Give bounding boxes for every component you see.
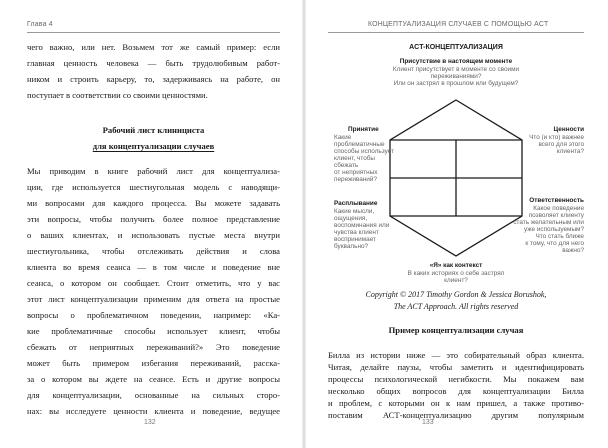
body-line: процессы психологической негибкости. Мы покажем вам <box>328 374 584 384</box>
left-page <box>0 0 302 448</box>
diagram-question: переживаний? <box>334 176 377 183</box>
diagram-question: стать желательным или <box>513 219 584 226</box>
section-heading: для концептуализации случаев <box>92 141 215 151</box>
running-head-left: Глава 4 <box>27 21 53 28</box>
diagram-question: Что стать ближе <box>535 233 584 240</box>
running-head-right: КОНЦЕПТУАЛИЗАЦИЯ СЛУЧАЕВ С ПОМОЩЬЮ ACT <box>368 21 549 28</box>
diagram-question: позволяет клиенту <box>528 212 584 219</box>
copyright-line: The ACT Approach. All rights reserved <box>393 302 519 311</box>
body-line: Билла из истории ниже — это собирательный образ клиента. <box>328 350 584 360</box>
diagram-question: чувства клиент <box>334 229 379 236</box>
diagram-question: переживаниями? <box>430 73 482 80</box>
diagram-question: Что (и кто) важнее <box>529 134 584 141</box>
body-line: Мы приводим в книге рабочий лист для концептуализа- <box>27 166 280 176</box>
diagram-question: клиент, чтобы <box>334 155 376 162</box>
body-line: может быть примером избегания переживаний, расска- <box>27 358 280 368</box>
diagram-question: всего для этого <box>538 141 584 148</box>
diagram-question: способы использует <box>334 148 395 155</box>
body-line: шестиугольника, чтобы отслеживать действия и слова <box>27 246 280 256</box>
diagram-question: важно? <box>562 247 584 254</box>
diagram-question: Клиент присутствует в моменте со своими <box>392 66 520 73</box>
diagram-label-values: Ценности <box>553 126 584 133</box>
diagram-question: буквально? <box>334 243 369 250</box>
body-line: сбежать от неприятных переживаний?» Это поведение <box>27 342 280 352</box>
body-line: кие проблематичные способы использует клиент, чтобы <box>27 326 280 336</box>
header-rule-right <box>328 32 584 33</box>
diagram-question: к тому, что для него <box>525 240 584 247</box>
right-page <box>306 0 608 448</box>
diagram-question: Какие <box>334 134 352 141</box>
diagram-title: ACT-КОНЦЕПТУАЛИЗАЦИЯ <box>409 44 503 51</box>
header-rule-left <box>27 32 280 33</box>
diagram-question: клиента? <box>556 148 584 155</box>
body-line: нах: вы исследуете ценности клиента и поведение, ведущее <box>27 406 280 416</box>
diagram-question: Или он застрял в прошлом или будущем? <box>393 80 519 87</box>
body-line: ции, где используется шестиугольная модель с наводящи- <box>27 182 280 192</box>
diagram-label-commitment: Ответственность <box>529 197 584 204</box>
body-line: ником и строить карьеру, то, задерживаясь на работе, он <box>27 74 280 84</box>
diagram-question: воспринимает <box>334 236 376 243</box>
body-line: несколько общих вопросов для концептуализации Билла <box>328 386 584 396</box>
diagram-question: сбежать <box>334 162 359 169</box>
diagram-label-self-as-context: «Я» как контекст <box>429 262 483 269</box>
body-line: о ваших клиентах, и использовать пустые места внутри <box>27 230 280 240</box>
diagram-question: воспоминания или <box>334 222 390 229</box>
diagram-question: ощущения, <box>334 215 368 222</box>
body-line: Читая, делайте паузы, чтобы заметить и идентифицировать <box>328 362 584 372</box>
body-line: сеанса, о котором он сообщает. Стоит отметить, что у вас <box>27 278 280 288</box>
body-line: клиента во время сеанса — в том числе и поведение вне <box>27 262 280 272</box>
body-line: эти вопросы, чтобы получить более полное представление <box>27 214 280 224</box>
diagram-question: проблематичные <box>334 141 385 148</box>
body-line: главная ценность человека — быть трудолюбивым работ- <box>27 58 280 68</box>
diagram-question: уже используемым? <box>523 226 584 233</box>
diagram-question: от неприятных <box>334 169 378 176</box>
body-line: ми вопросами для каждого процесса. Вы можете задавать <box>27 198 280 208</box>
diagram-question: Какое поведение <box>533 205 584 212</box>
diagram-question: В каких историях о себе застрял <box>407 270 505 277</box>
diagram-label-defusion: Расплывание <box>334 200 378 207</box>
body-line: вопросы о проблематичном поведении, например: «Ка- <box>27 310 280 320</box>
body-line: чего важно, или нет. Возьмем тот же самый пример: если <box>27 42 280 52</box>
body-line: поступает в соответствии со своими ценностями. <box>27 90 208 100</box>
diagram-question: Какие мысли, <box>334 208 375 215</box>
section-heading: Пример концептуализации случая <box>388 325 524 335</box>
body-line: поставим АСТ-концептуализацию другим популярным <box>328 410 584 420</box>
diagram-label-acceptance: Принятие <box>348 126 379 133</box>
body-line: для концептуализации, основанные на сильных сторо- <box>27 390 280 400</box>
body-line: за о котором вы ждете на сеансе. Есть и другие вопросы <box>27 374 280 384</box>
page-number-left: 132 <box>144 419 156 426</box>
diagram-label-present-moment: Присутствие в настоящем моменте <box>399 58 513 65</box>
copyright-line: Copyright © 2017 Timothy Gordon & Jessica Borushok, <box>365 290 547 299</box>
page-number-right: 133 <box>422 419 434 426</box>
body-line: и проблем, с которыми он к нам пришел, а также противо- <box>328 398 584 408</box>
body-line: этот лист концептуализации применим для ответа на простые <box>27 294 280 304</box>
diagram-question: клиент? <box>444 277 468 284</box>
section-heading: Рабочий лист клинициста <box>102 125 205 135</box>
